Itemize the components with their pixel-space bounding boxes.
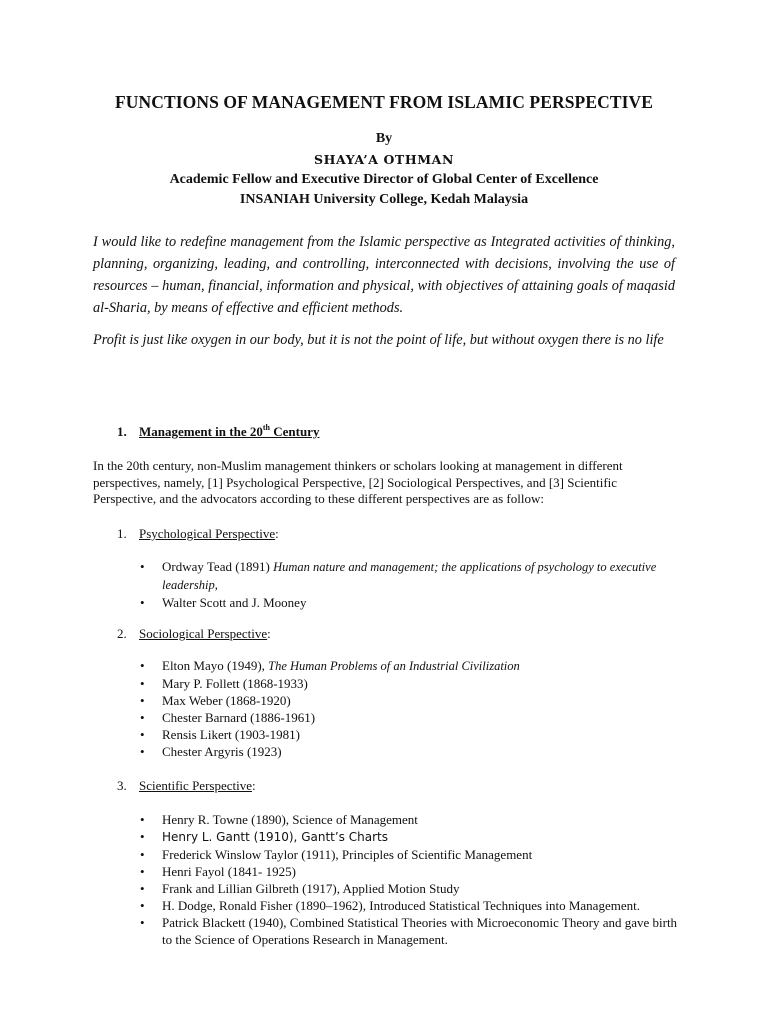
advocate-name: Henry R. Towne (1890), Science of Management — [162, 812, 418, 827]
author-affiliation-institution: INSANIAH University College, Kedah Malaysia — [239, 192, 529, 207]
list-item — [139, 828, 679, 846]
list-item — [139, 743, 679, 760]
section-title-suffix: Century — [269, 424, 320, 439]
perspective-colon: : — [252, 778, 256, 793]
advocate-name: Chester Argyris (1923) — [162, 744, 282, 759]
advocate-name: Henry L. Gantt (1910), Gantt’s Charts — [162, 830, 388, 844]
advocate-name: Patrick Blackett (1940), Combined Statistical Theories with Microeconomic Theory and gave birth to the Science of Operations Research in Management. — [162, 915, 678, 947]
perspective-label: Scientific Perspective — [139, 778, 252, 793]
list-item — [139, 811, 679, 828]
section-heading — [117, 424, 319, 440]
advocate-name: Mary P. Follett (1868-1933) — [162, 676, 308, 691]
perspective-number: 1. — [117, 526, 127, 541]
management-definition: I would like to redefine management from the Islamic perspective as Integrated activities of thinking, planning, organizing, leading, and controlling, interconnected with decisions, involving the use of resources – human, financial, information and physical, with objectives of attaining goals of maqasid al-Sharia, by means of effective and efficient methods. — [93, 234, 675, 316]
perspective-heading-sociological — [117, 626, 271, 642]
perspective-colon: : — [275, 526, 279, 541]
list-item — [139, 880, 679, 897]
list-item — [139, 558, 679, 594]
advocate-name: Max Weber (1868-1920) — [162, 693, 291, 708]
section-title — [139, 424, 319, 439]
perspective-label: Psychological Perspective — [139, 526, 276, 541]
perspective-number: 3. — [117, 778, 127, 793]
advocate-name: Henri Fayol (1841- 1925) — [162, 864, 296, 879]
advocate-work-title: The Human Problems of an Industrial Civilization — [268, 659, 520, 673]
list-item — [139, 675, 679, 692]
perspective-heading-scientific — [117, 778, 256, 794]
advocate-name: Frederick Winslow Taylor (1911), Principles of Scientific Management — [162, 847, 533, 862]
list-item — [139, 726, 679, 743]
list-item — [139, 897, 679, 914]
perspective-label: Sociological Perspective — [139, 626, 268, 641]
advocate-name: Elton Mayo (1949), — [162, 658, 269, 673]
section-number: 1. — [117, 424, 127, 439]
section-title-text: Management in the 20 — [139, 424, 263, 439]
advocate-name: Frank and Lillian Gilbreth (1917), Applied Motion Study — [162, 881, 460, 896]
perspective-heading-psychological — [117, 526, 279, 542]
list-item — [139, 914, 679, 948]
list-item — [139, 594, 679, 611]
document-title: FUNCTIONS OF MANAGEMENT FROM ISLAMIC PERSPECTIVE — [114, 92, 654, 112]
sociological-advocates-list — [139, 657, 679, 760]
advocate-name: Ordway Tead (1891) — [162, 559, 274, 574]
perspective-colon: : — [267, 626, 271, 641]
list-item — [139, 692, 679, 709]
author-name: SHAYA’A OTHMAN — [313, 152, 455, 167]
advocate-name: Chester Barnard (1886-1961) — [162, 710, 316, 725]
author-affiliation-title: Academic Fellow and Executive Director of Global Center of Excellence — [169, 172, 599, 187]
psychological-advocates-list — [139, 558, 679, 611]
section-title-superscript: th — [262, 423, 270, 432]
advocate-name: Walter Scott and J. Mooney — [162, 595, 307, 610]
advocate-work-title: Human nature and management; the applications of psychology to executive leadership, — [162, 560, 657, 592]
list-item — [139, 863, 679, 880]
scientific-advocates-list — [139, 811, 679, 948]
section-intro-paragraph: In the 20th century, non-Muslim management thinkers or scholars looking at management in different perspectives, namely, [1] Psychological Perspective, [2] Sociological Perspectives, and [3] Scientific Perspective, and the advocators according to these different perspectives are as follow: — [93, 458, 623, 506]
list-item — [139, 657, 679, 675]
list-item — [139, 846, 679, 863]
perspective-number: 2. — [117, 626, 127, 641]
byline-label: By — [375, 131, 393, 146]
list-item — [139, 709, 679, 726]
advocate-name: H. Dodge, Ronald Fisher (1890–1962), Introduced Statistical Techniques into Management. — [162, 898, 640, 913]
profit-quote: Profit is just like oxygen in our body, but it is not the point of life, but without oxygen there is no life — [93, 332, 664, 348]
advocate-name: Rensis Likert (1903-1981) — [162, 727, 300, 742]
